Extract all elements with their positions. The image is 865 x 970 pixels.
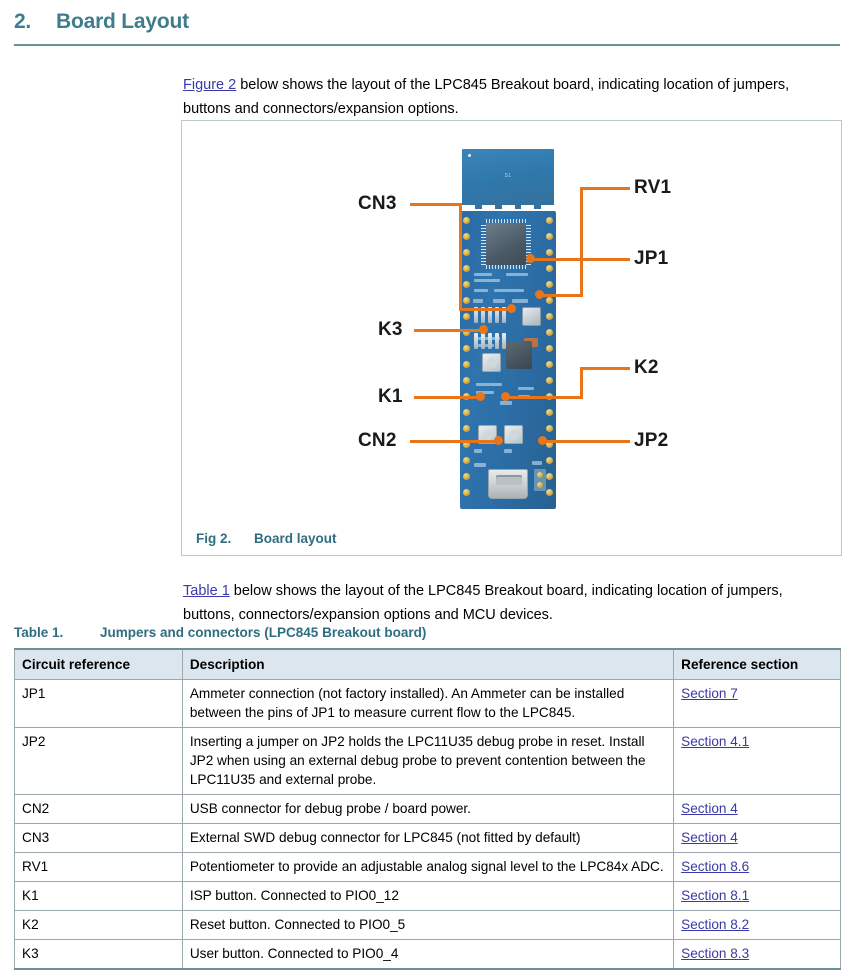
table-row [15, 882, 841, 911]
pcb-pad [463, 361, 470, 368]
pcb-pad [463, 265, 470, 272]
leader-cn3-h2 [459, 308, 512, 311]
cell-reference-section [674, 824, 841, 853]
pcb-pad [463, 409, 470, 416]
cell-description: ISP button. Connected to PIO0_12 [182, 882, 673, 911]
table-row [15, 911, 841, 940]
table-caption-number: Table 1. [14, 625, 64, 640]
table-intro-text: below shows the layout of the LPC845 Breakout board, indicating location of jumpers, buttons, connectors/expansion options and MCU devices. [183, 582, 783, 623]
rv1-potentiometer [522, 307, 541, 326]
column-header-description: Description [182, 649, 673, 680]
cell-description: Potentiometer to provide an adjustable analog signal level to the LPC84x ADC. [182, 853, 673, 882]
section-link[interactable]: Section 8.2 [681, 917, 750, 932]
table-row [15, 824, 841, 853]
table-header [15, 649, 841, 680]
cell-reference-section [674, 853, 841, 882]
table-row [15, 680, 841, 728]
pcb-pad [546, 233, 553, 240]
cell-description: External SWD debug connector for LPC845 (not fitted by default) [182, 824, 673, 853]
table-body [15, 680, 841, 970]
section-link[interactable]: Section 8.3 [681, 946, 750, 961]
leader-k2-h2 [508, 396, 583, 399]
table-row [15, 853, 841, 882]
pcb-main-body [460, 211, 556, 509]
callout-label-rv1: RV1 [634, 177, 672, 198]
board-layout-figure [181, 120, 842, 556]
pcb-pad [546, 329, 553, 336]
pcb-pad [463, 249, 470, 256]
cell-description: Inserting a jumper on JP2 holds the LPC11U35 debug probe in reset. Install JP2 when using an external debug probe to prevent contention between the LPC11U35 and external probe. [182, 728, 673, 795]
section-link[interactable]: Section 4.1 [681, 734, 750, 749]
silkscreen-usb-label [474, 463, 486, 467]
table-row [15, 728, 841, 795]
pcb-pad [463, 425, 470, 432]
cell-description: User button. Connected to PIO0_4 [182, 940, 673, 970]
snap-section-label: S1 [504, 173, 512, 179]
cell-description: Reset button. Connected to PIO0_5 [182, 911, 673, 940]
table-row [15, 940, 841, 970]
section-link[interactable]: Section 7 [681, 686, 738, 701]
leader-k1-h [414, 396, 480, 399]
leader-jp2-h [544, 440, 630, 443]
board-artwork [182, 121, 843, 519]
pcb-pad [463, 345, 470, 352]
silkscreen-k1-label [474, 449, 482, 453]
callout-label-jp2: JP2 [634, 430, 669, 451]
silkscreen-mark [474, 279, 500, 282]
silkscreen-k2-label [504, 449, 512, 453]
pcb-pad [546, 377, 553, 384]
pcb-pad [546, 345, 553, 352]
silkscreen-mark [494, 289, 524, 292]
figure-2-link[interactable]: Figure 2 [183, 76, 237, 93]
pcb-pad [546, 249, 553, 256]
cn2-usb-connector [488, 469, 528, 499]
pcb-pad [463, 457, 470, 464]
callout-label-k2: K2 [634, 357, 659, 378]
k3-user-button [482, 353, 501, 372]
pcb-pad [463, 281, 470, 288]
hotspot-k2 [501, 392, 510, 401]
section-link[interactable]: Section 8.6 [681, 859, 750, 874]
antenna-snap-section [462, 149, 554, 209]
cell-reference-section [674, 911, 841, 940]
callout-label-cn3: CN3 [358, 193, 397, 214]
silkscreen-swd-label [493, 299, 505, 303]
figure-caption [196, 531, 337, 546]
cell-reference-section [674, 680, 841, 728]
pcb-pad [463, 217, 470, 224]
cell-reference-section [674, 795, 841, 824]
figure-caption-number: Fig 2. [196, 531, 232, 546]
cell-circuit-reference: K3 [15, 940, 183, 970]
table-intro-paragraph [183, 579, 823, 627]
cell-circuit-reference: CN3 [15, 824, 183, 853]
cell-circuit-reference: RV1 [15, 853, 183, 882]
section-link[interactable]: Section 8.1 [681, 888, 750, 903]
pcb-pad [546, 313, 553, 320]
leader-cn3-h1 [410, 203, 462, 206]
cell-circuit-reference: JP1 [15, 680, 183, 728]
table-row [15, 795, 841, 824]
cell-reference-section [674, 940, 841, 970]
silkscreen-rst-label [500, 401, 512, 405]
pcb-pad [463, 377, 470, 384]
jumpers-connectors-table [14, 648, 841, 970]
pcb-pad [463, 297, 470, 304]
section-link[interactable]: Section 4 [681, 801, 738, 816]
section-number: 2. [14, 10, 31, 33]
page-title: Board Layout [56, 10, 189, 33]
pcb-pad [546, 361, 553, 368]
hotspot-k1 [476, 392, 485, 401]
leader-k2-v [580, 367, 583, 399]
lpc845-mcu-chip [486, 223, 526, 265]
jp2-jumper-pads [534, 469, 546, 491]
pcb-pad [463, 473, 470, 480]
leader-k3-h [414, 329, 482, 332]
pcb-pad [546, 425, 553, 432]
silkscreen-mark [512, 299, 528, 303]
cell-description: Ammeter connection (not factory installed). An Ammeter can be installed between the pins of JP1 to measure current flow to the LPC845. [182, 680, 673, 728]
cell-reference-section [674, 728, 841, 795]
silkscreen-mark [474, 273, 492, 276]
leader-cn2-h [410, 440, 498, 443]
hotspot-jp2 [538, 436, 547, 445]
hotspot-cn2 [494, 436, 503, 445]
pcb-pad [546, 457, 553, 464]
silkscreen-mark [506, 273, 528, 276]
section-link[interactable]: Section 4 [681, 830, 738, 845]
leader-cn3-v [459, 203, 462, 311]
callout-label-k1: K1 [378, 386, 403, 407]
cell-description: USB connector for debug probe / board power. [182, 795, 673, 824]
silkscreen-mark [476, 383, 502, 386]
pcb-pad [463, 489, 470, 496]
silkscreen-jp2-label [532, 461, 542, 465]
hotspot-rv1 [535, 290, 544, 299]
cell-circuit-reference: K1 [15, 882, 183, 911]
callout-label-jp1: JP1 [634, 248, 669, 269]
pcb-pad [463, 233, 470, 240]
pcb-pad [546, 281, 553, 288]
pcb-pad [463, 313, 470, 320]
cell-circuit-reference: K2 [15, 911, 183, 940]
column-header-circuit-reference: Circuit reference [15, 649, 183, 680]
k2-reset-button [504, 425, 523, 444]
leader-jp1-h [532, 258, 630, 261]
table-1-link[interactable]: Table 1 [183, 582, 230, 599]
callout-label-k3: K3 [378, 319, 403, 340]
callout-label-cn2: CN2 [358, 430, 397, 451]
leader-rv1-h2 [542, 294, 583, 297]
table-header-row [15, 649, 841, 680]
pcb-pad [546, 297, 553, 304]
lpc11u35-debug-probe-chip [506, 341, 532, 369]
pcb-pad [546, 265, 553, 272]
expansion-header [474, 333, 506, 349]
cell-reference-section [674, 882, 841, 911]
intro-paragraph [183, 73, 823, 121]
pcb-pad [546, 473, 553, 480]
leader-rv1-v [580, 187, 583, 297]
silkscreen-mark [474, 289, 488, 292]
pcb-pad [546, 409, 553, 416]
table-caption-text: Jumpers and connectors (LPC845 Breakout board) [100, 625, 427, 640]
pcb-pad [546, 489, 553, 496]
column-header-reference-section: Reference section [674, 649, 841, 680]
heading-divider [14, 44, 840, 46]
section-heading [14, 10, 840, 34]
cell-circuit-reference: JP2 [15, 728, 183, 795]
cell-circuit-reference: CN2 [15, 795, 183, 824]
leader-k2-h1 [580, 367, 630, 370]
pcb-pad [546, 217, 553, 224]
silkscreen-mark [518, 387, 534, 390]
hotspot-k3 [479, 325, 488, 334]
intro-paragraph-text: below shows the layout of the LPC845 Breakout board, indicating location of jumpers, buttons and connectors/expansion options. [183, 76, 790, 117]
hotspot-cn3 [507, 304, 516, 313]
hotspot-jp1 [526, 254, 535, 263]
silkscreen-cn3-label [473, 299, 483, 303]
leader-rv1-h1 [580, 187, 630, 190]
table-caption [14, 625, 426, 640]
figure-caption-text: Board layout [254, 531, 337, 546]
